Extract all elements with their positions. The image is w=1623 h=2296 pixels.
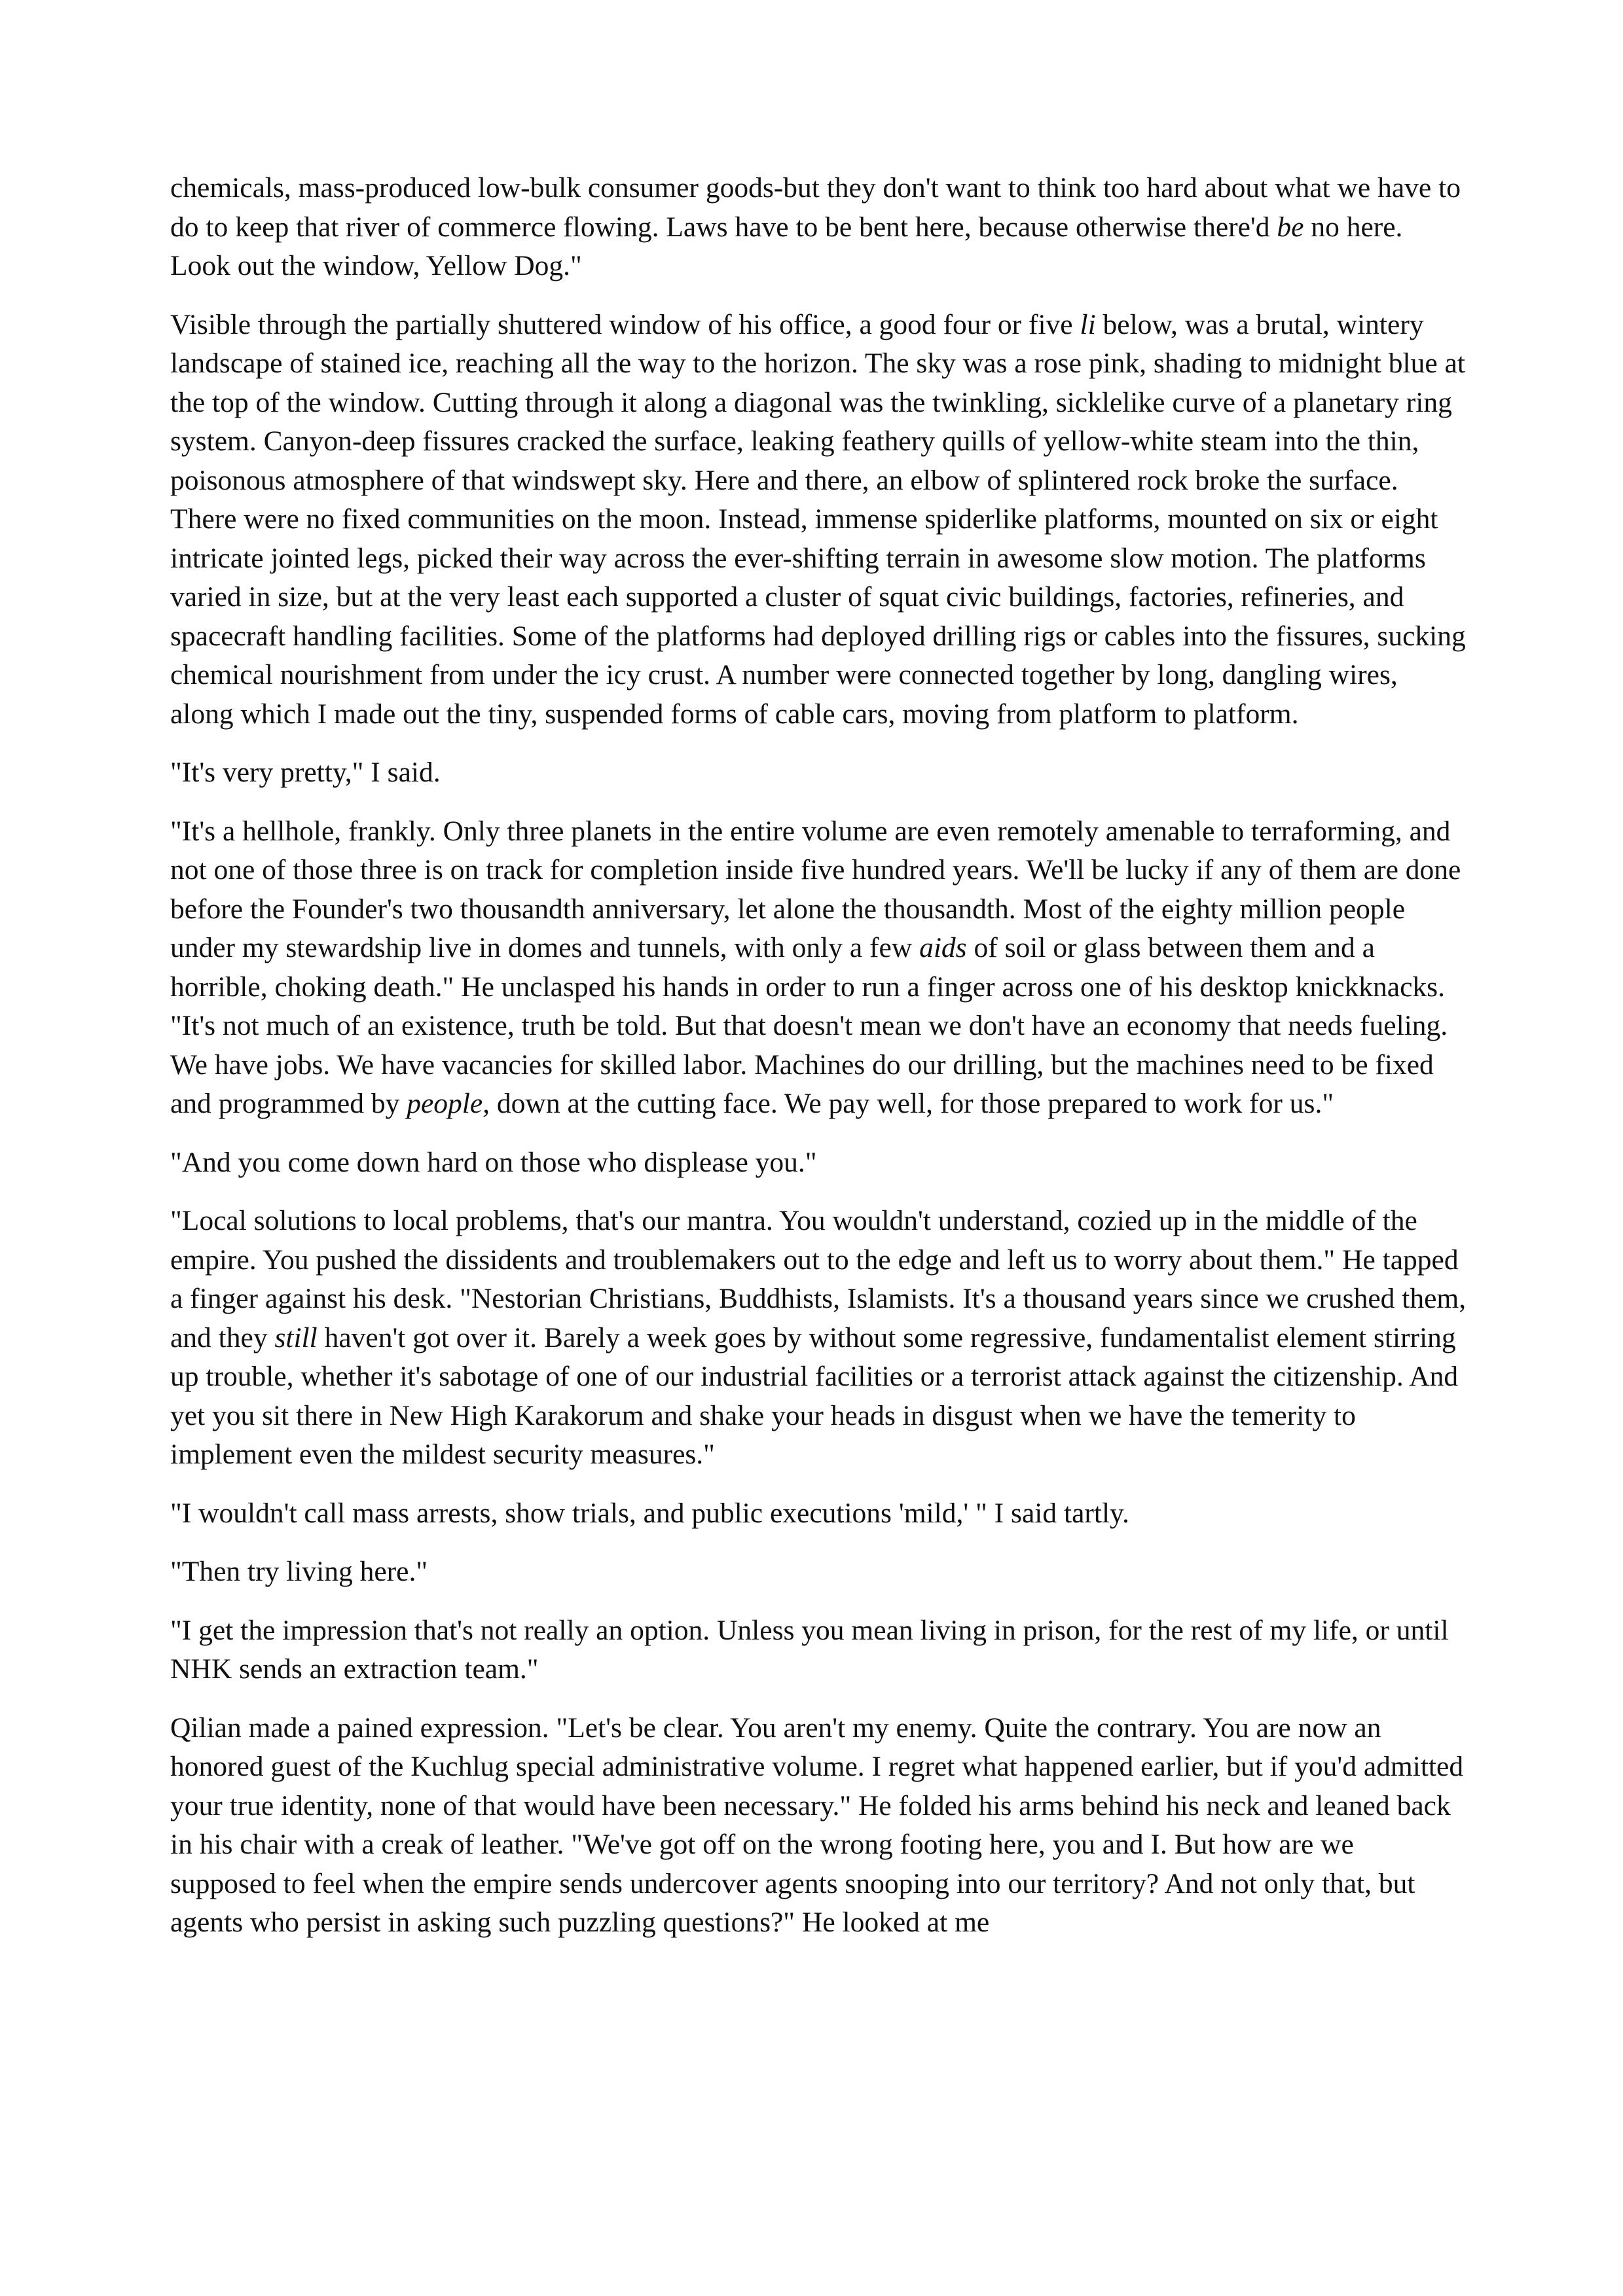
paragraph <box>170 753 1467 793</box>
text-run: haven't got over it. Barely a week goes by without some regressive, fundamentalist element stirring up trouble, whether it's sabotage of one of our industrial facilities or a terrorist attack against the citizenship. And yet you sit there in New High Karakorum and shake your heads in disgust when we have the temerity to implement even the mildest security measures." <box>170 1321 1459 1470</box>
text-run: "I get the impression that's not really an option. Unless you mean living in prison, for the rest of my life, or until NHK sends an extraction team." <box>170 1614 1449 1685</box>
paragraph <box>170 169 1467 286</box>
text-run: chemicals, mass-produced low-bulk consumer goods-but they don't want to think too hard about what we have to do to keep that river of commerce flowing. Laws have to be bent here, because otherwise there'd <box>170 172 1461 243</box>
paragraph <box>170 812 1467 1124</box>
text-run: below, was a brutal, wintery landscape of stained ice, reaching all the way to the horizon. The sky was a rose pink, shading to midnight blue at the top of the window. Cutting through it along a diagonal was the twinkling, sicklelike curve of a planetary ring system. Canyon-deep fissures cracked the surface, leaking feathery quills of yellow-white steam into the thin, poisonous atmosphere of that windswept sky. Here and there, an elbow of splintered rock broke the surface. There were no fixed communities on the moon. Instead, immense spiderlike platforms, mounted on six or eight intricate jointed legs, picked their way across the ever-shifting terrain in awesome slow motion. The platforms varied in size, but at the very least each supported a cluster of squat civic buildings, factories, refineries, and spacecraft handling facilities. Some of the platforms had deployed drilling rigs or cables into the fissures, sucking chemical nourishment from under the icy crust. A number were connected together by long, dangling wires, along which I made out the tiny, suspended forms of cable cars, moving from platform to platform. <box>170 308 1466 730</box>
text-run: no here. Look out the window, Yellow Dog." <box>170 211 1403 281</box>
paragraph <box>170 1709 1467 1943</box>
text-run: down at the cutting face. We pay well, for those prepared to work for us." <box>490 1088 1334 1119</box>
text-run: "Then try living here." <box>170 1556 428 1587</box>
italic-text: still <box>274 1321 318 1354</box>
italic-text: aids <box>919 932 967 963</box>
text-run: "Local solutions to local problems, that's our mantra. You wouldn't understand, cozied up in the middle of the empire. You pushed the dissidents and troublemakers out to the edge and left us to worry about them." He tapped a finger against his desk. "Nestorian Christians, Buddhists, Islamists. It's a thousand years since we crushed them, and they <box>170 1205 1467 1354</box>
text-run: "It's a hellhole, frankly. Only three planets in the entire volume are even remotely amenable to terraforming, and not one of those three is on track for completion inside five hundred years. We'll be lucky if any of them are done before the Founder's two thousandth anniversary, let alone the thousandth. Most of the eighty million people under my stewardship live in domes and tunnels, with only a few <box>170 815 1461 963</box>
text-run: Qilian made a pained expression. "Let's be clear. You aren't my enemy. Quite the contrary. You are now an honored guest of the Kuchlug special administrative volume. I regret what happened earlier, but if you'd admitted your true identity, none of that would have been necessary." He folded his arms behind his neck and leaned back in his chair with a creak of leather. "We've got off on the wrong footing here, you and I. But how are we supposed to feel when the empire sends undercover agents snooping into our territory? And not only that, but agents who persist in asking such puzzling questions?" He looked at me <box>170 1712 1464 1938</box>
paragraph <box>170 1143 1467 1183</box>
text-run: "I wouldn't call mass arrests, show trials, and public executions 'mild,' " I said tartly. <box>170 1497 1129 1529</box>
paragraph <box>170 1494 1467 1534</box>
text-run: Visible through the partially shuttered window of his office, a good four or five <box>170 308 1080 340</box>
text-run: "It's very pretty," I said. <box>170 757 441 788</box>
paragraph <box>170 306 1467 734</box>
italic-text: people, <box>407 1088 490 1119</box>
italic-text: be <box>1277 211 1304 243</box>
paragraph <box>170 1202 1467 1475</box>
italic-text: li <box>1080 308 1096 340</box>
paragraph <box>170 1611 1467 1689</box>
body-text <box>170 169 1467 1962</box>
paragraph <box>170 1552 1467 1592</box>
text-run: of soil or glass between them and a horrible, choking death." He unclasped his hands in order to run a finger across one of his desktop knickknacks. "It's not much of an existence, truth be told. But that doesn't mean we don't have an economy that needs fueling. We have jobs. We have vacancies for skilled labor. Machines do our drilling, but the machines need to be fixed and programmed by <box>170 932 1448 1119</box>
text-run: "And you come down hard on those who displease you." <box>170 1146 817 1178</box>
